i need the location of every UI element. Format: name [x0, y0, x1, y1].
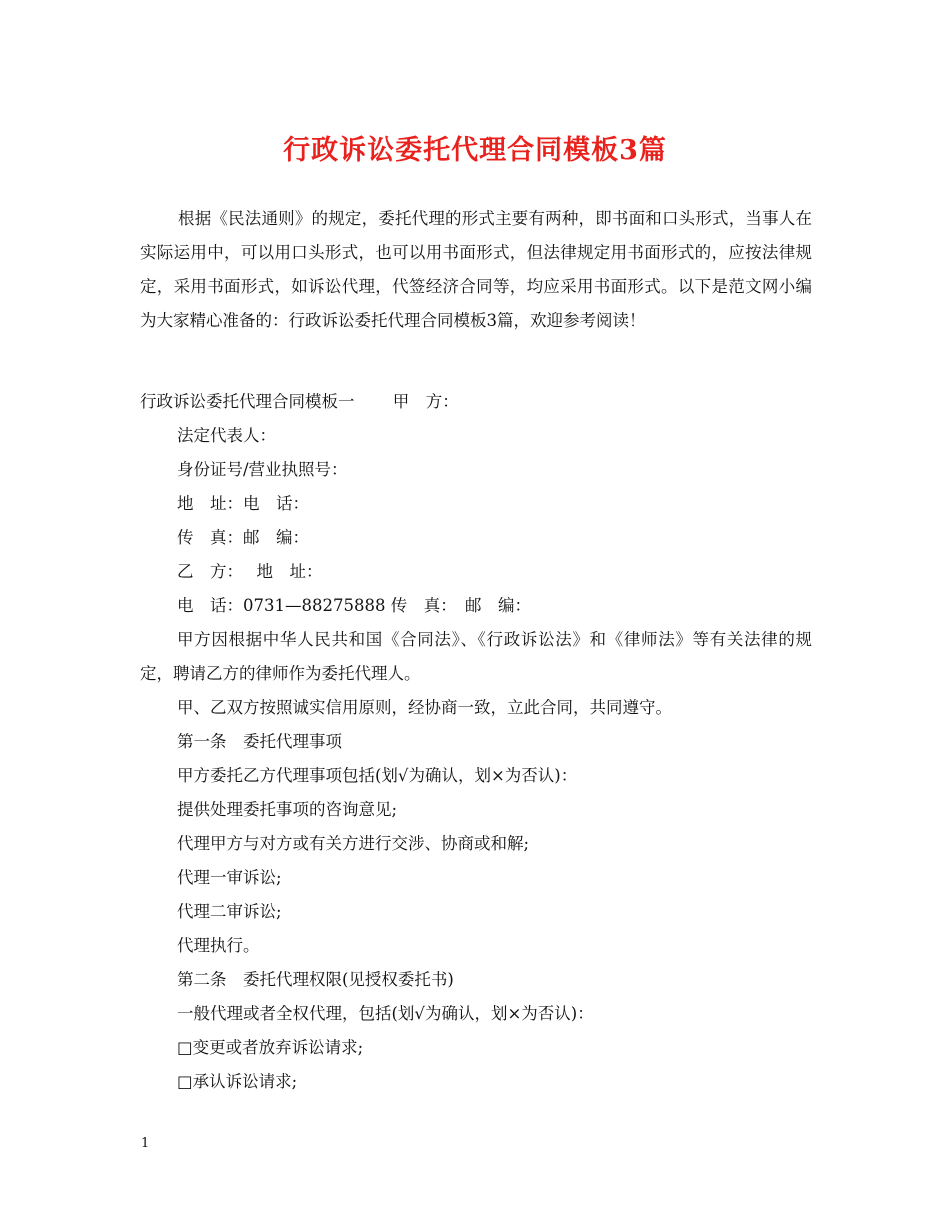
intro-paragraph: 根据《民法通则》的规定，委托代理的形式主要有两种，即书面和口头形式，当事人在实际运用中，可以用口头形式，也可以用书面形式，但法律规定用书面形式的，应按法律规定，采用书面形式，如诉讼代理，代签经济合同等，均应采用书面形式。以下是范文网小编为大家精心准备的：行政诉讼委托代理合同模板3篇，欢迎参考阅读！ — [140, 209, 812, 330]
address-phone-line: 地 址：电 话： — [177, 494, 309, 513]
checkbox-item: □变更或者放弃诉讼请求; — [177, 1038, 364, 1057]
law-basis-paragraph: 甲方因根据中华人民共和国《合同法》、《行政诉讼法》和《律师法》等有关法律的规定，聘请乙方的律师作为委托代理人。 — [140, 630, 812, 683]
document-title: 行政诉讼委托代理合同模板3篇 — [283, 135, 667, 166]
page-number: 1 — [141, 1136, 150, 1151]
id-number-line: 身份证号/营业执照号： — [177, 460, 348, 479]
article-two-heading: 第二条 委托代理权限(见授权委托书) — [177, 970, 454, 989]
party-b-contact-line: 电 话：0731—88275888 传 真： 邮 编： — [177, 596, 531, 615]
entrusted-matters-line: 甲方委托乙方代理事项包括(划√为确认，划×为否认)： — [177, 766, 578, 785]
checkbox-item: □承认诉讼请求; — [177, 1072, 298, 1091]
template-heading: 行政诉讼委托代理合同模板一 甲 方： — [140, 392, 459, 411]
list-item: 代理甲方与对方或有关方进行交涉、协商或和解; — [177, 834, 530, 853]
agreement-line: 甲、乙双方按照诚实信用原则，经协商一致，立此合同，共同遵守。 — [177, 698, 672, 717]
article-one-heading: 第一条 委托代理事项 — [177, 732, 342, 751]
party-b-line: 乙 方： 地 址： — [177, 562, 323, 581]
legal-representative-line: 法定代表人： — [177, 426, 276, 445]
agency-scope-line: 一般代理或者全权代理，包括(划√为确认，划×为否认)： — [177, 1004, 594, 1023]
list-item: 代理一审诉讼; — [177, 868, 282, 887]
list-item: 代理二审诉讼; — [177, 902, 282, 921]
list-item: 代理执行。 — [177, 936, 260, 955]
list-item: 提供处理委托事项的咨询意见; — [177, 800, 398, 819]
fax-postcode-line: 传 真：邮 编： — [177, 528, 309, 547]
